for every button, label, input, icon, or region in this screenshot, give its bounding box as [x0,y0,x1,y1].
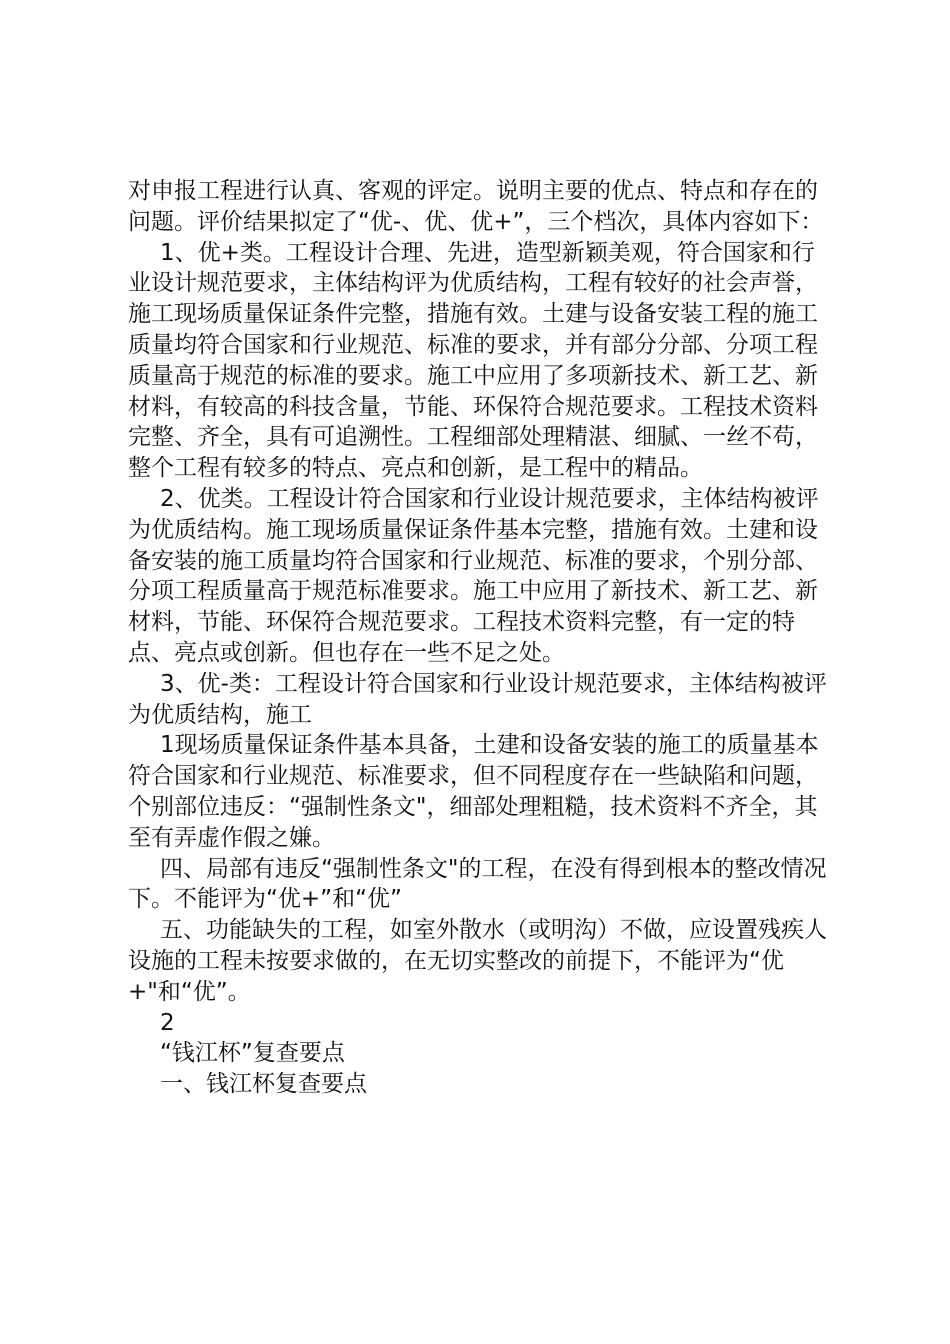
intro-paragraph: 对申报工程进行认真、客观的评定。说明主要的优点、特点和存在的问题。评价结果拟定了“优-、优、优+”，三个档次，具体内容如下： [128,178,824,235]
grade-excellent-plus-paragraph: 1、优+类。工程设计合理、先进，造型新颖美观，符合国家和行业设计规范要求，主体结构评为优质结构，工程有较好的社会声誉，施工现场质量保证条件完整，措施有效。土建与设备安装工程的施工质量均符合国家和行业规范、标准的要求，并有部分分部、分项工程质量高于规范的标准的要求。施工中应用了多项新技术、新工艺、新材料，有较高的科技含量，节能、环保符合规范要求。工程技术资料完整、齐全，具有可追溯性。工程细部处理精湛、细腻、一丝不苟，整个工程有较多的特点、亮点和创新，是工程中的精品。 [128,239,818,482]
site-quality-paragraph: 1现场质量保证条件基本具备，土建和设备安装的施工的质量基本符合国家和行业规范、标准要求，但不同程度存在一些缺陷和问题，个别部位违反：“强制性条文"，细部处理粗糙，技术资料不齐全，其至有弄虚作假之嫌。 [128,732,819,851]
grade-excellent-minus-paragraph: 3、优-类：工程设计符合国家和行业设计规范要求，主体结构被评为优质结构，施工 [128,670,827,728]
subsection-heading: 一、钱江杯复查要点 [160,1071,367,1098]
missing-function-paragraph: 五、功能缺失的工程，如室外散水（或明沟）不做，应设置残疾人设施的工程未按要求做的，在无切实整改的前提下，不能评为“优+"和“优”。 [128,917,827,1005]
page-number: 2 [160,1009,175,1036]
section-heading: “钱江杯”复查要点 [160,1040,345,1067]
mandatory-clause-paragraph: 四、局部有违反“强制性条文"的工程，在没有得到根本的整改情况下。不能评为“优+”和“优” [128,855,827,913]
grade-excellent-paragraph: 2、优类。工程设计符合国家和行业设计规范要求，主体结构被评为优质结构。施工现场质量保证条件基本完整，措施有效。土建和设备安装的施工质量均符合国家和行业规范、标准的要求，个别分部、分项工程质量高于规范标准要求。施工中应用了新技术、新工艺、新材料，节能、环保符合规范要求。工程技术资料完整，有一定的特点、亮点或创新。但也存在一些不足之处。 [128,485,819,666]
document-body [128,176,828,1100]
